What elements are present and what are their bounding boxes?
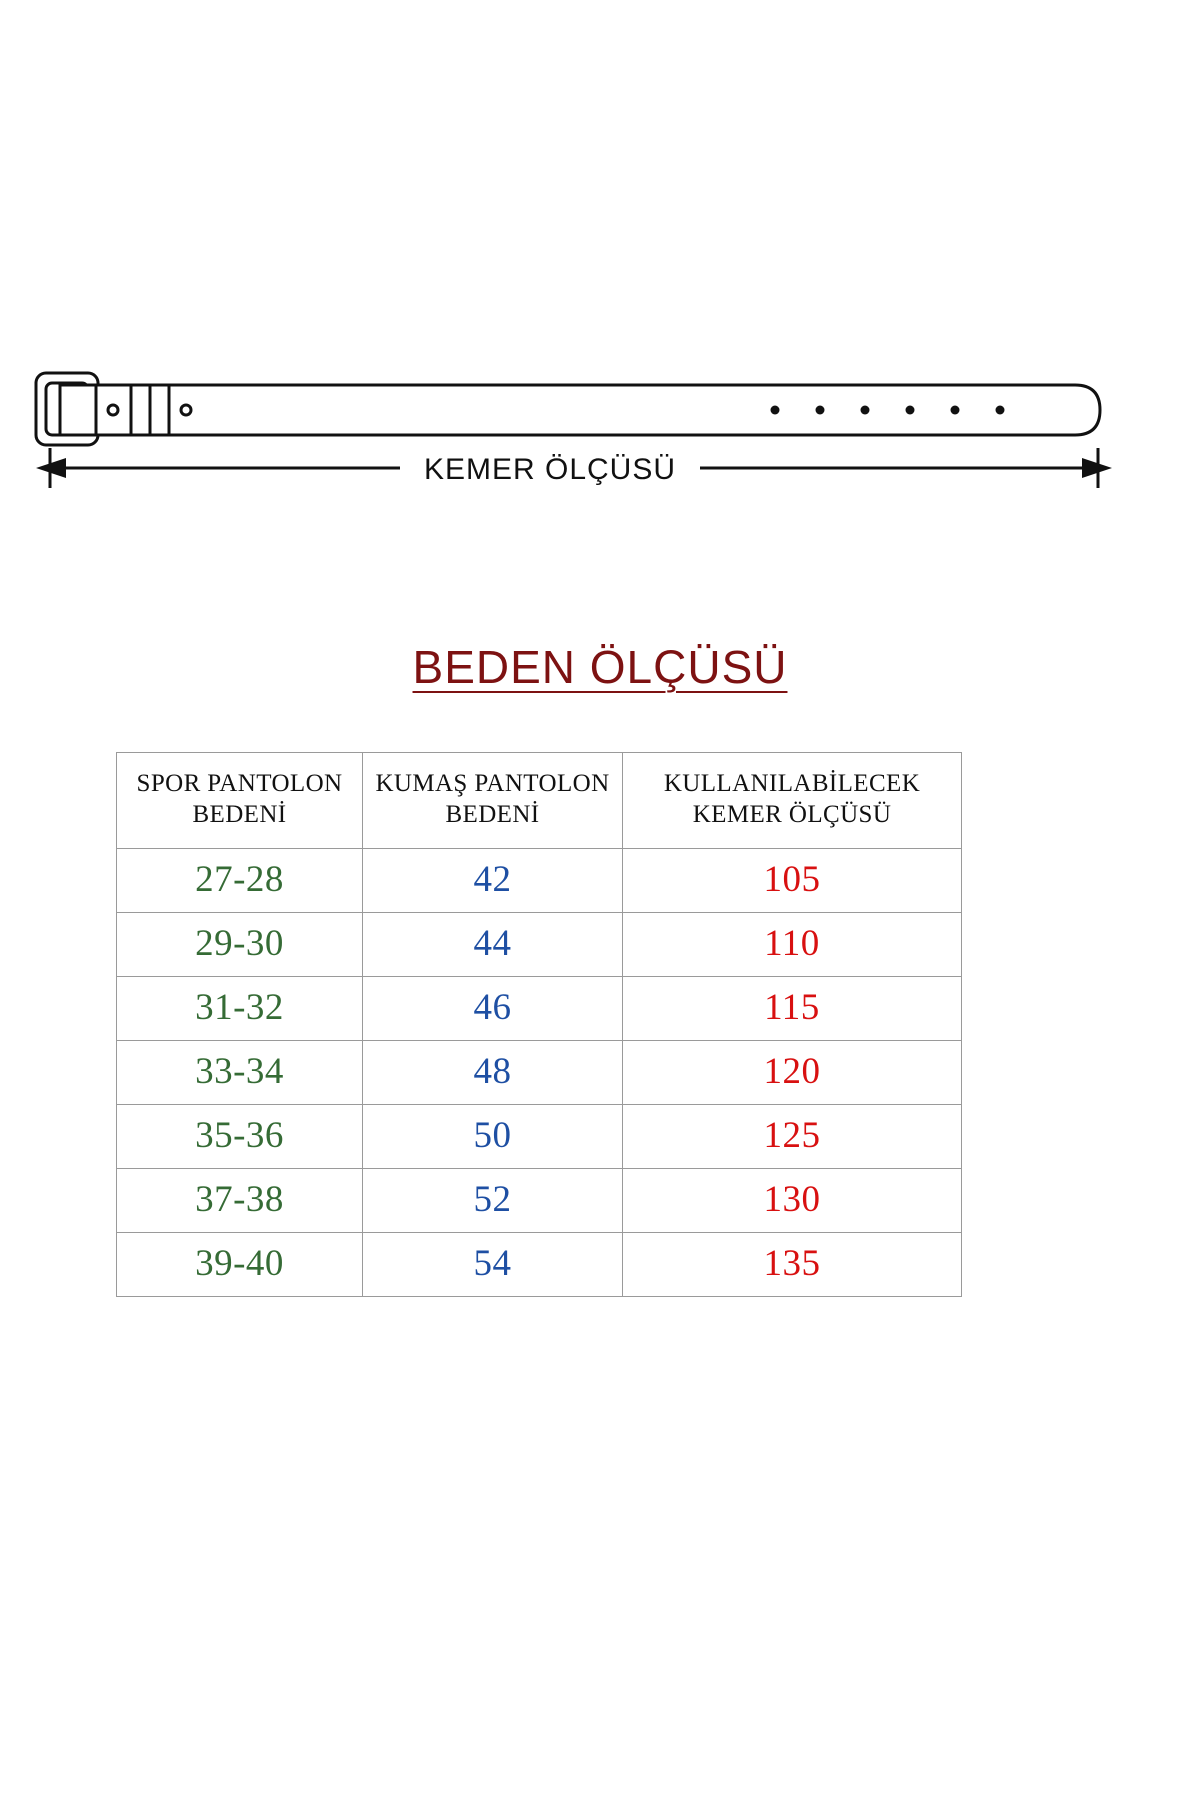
cell-belt-size: 130	[623, 1169, 962, 1233]
cell-fabric-size: 54	[363, 1233, 623, 1297]
column-header-line-2: BEDENİ	[192, 800, 287, 828]
table-row	[117, 1233, 962, 1297]
belt-strap-icon	[60, 385, 1100, 435]
cell-sport-size: 33-34	[117, 1041, 363, 1105]
cell-fabric-size: 52	[363, 1169, 623, 1233]
table-row	[117, 849, 962, 913]
cell-sport-size: 37-38	[117, 1169, 363, 1233]
table-row	[117, 977, 962, 1041]
table-row	[117, 913, 962, 977]
cell-sport-size: 29-30	[117, 913, 363, 977]
cell-belt-size: 135	[623, 1233, 962, 1297]
column-header-fabric-size	[363, 753, 623, 849]
cell-belt-size: 115	[623, 977, 962, 1041]
cell-belt-size: 105	[623, 849, 962, 913]
column-header-belt-size	[623, 753, 962, 849]
cell-sport-size: 27-28	[117, 849, 363, 913]
cell-sport-size: 31-32	[117, 977, 363, 1041]
column-header-line-2: KEMER ÖLÇÜSÜ	[692, 800, 892, 828]
table-row	[117, 1041, 962, 1105]
cell-fabric-size: 46	[363, 977, 623, 1041]
cell-belt-size: 110	[623, 913, 962, 977]
cell-fabric-size: 44	[363, 913, 623, 977]
column-header-line-1: KULLANILABİLECEK	[663, 770, 921, 797]
cell-fabric-size: 42	[363, 849, 623, 913]
size-table-container	[116, 752, 961, 1297]
cell-sport-size: 39-40	[117, 1233, 363, 1297]
belt-diagram-svg	[0, 355, 1200, 520]
cell-belt-size: 120	[623, 1041, 962, 1105]
belt-measure-label: KEMER ÖLÇÜSÜ	[423, 453, 677, 486]
cell-fabric-size: 50	[363, 1105, 623, 1169]
cell-belt-size: 125	[623, 1105, 962, 1169]
table-row	[117, 1105, 962, 1169]
cell-fabric-size: 48	[363, 1041, 623, 1105]
cell-sport-size: 35-36	[117, 1105, 363, 1169]
size-table	[116, 752, 962, 1297]
column-header-line-1: KUMAŞ PANTOLON	[375, 770, 610, 797]
table-row	[117, 1169, 962, 1233]
column-header-line-2: BEDENİ	[445, 800, 540, 828]
column-header-line-1: SPOR PANTOLON	[136, 770, 343, 797]
belt-measurement-diagram	[0, 355, 1200, 520]
column-header-sport-size	[117, 753, 363, 849]
table-header-row	[117, 753, 962, 849]
page-title: BEDEN ÖLÇÜSÜ	[412, 641, 788, 693]
